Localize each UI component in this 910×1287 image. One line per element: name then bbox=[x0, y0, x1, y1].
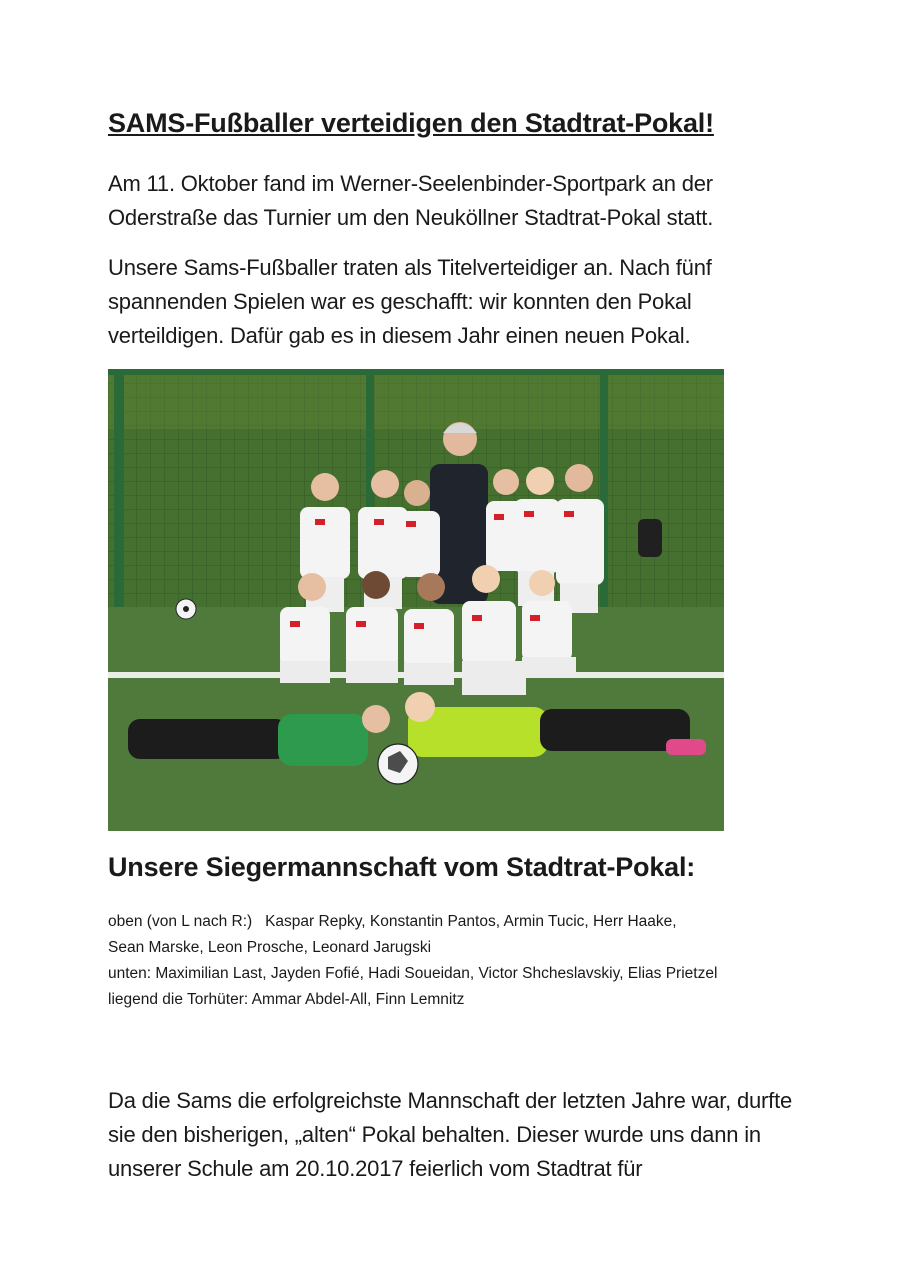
intro-paragraph: Am 11. Oktober fand im Werner-Seelenbinder-Sportpark an der Oderstraße das Turnier um den Neuköllner Stadtrat-Pokal statt. bbox=[108, 171, 714, 230]
goal-post-left bbox=[114, 369, 124, 614]
match-ball bbox=[378, 744, 418, 784]
article-title: SAMS-Fußballer verteidigen den Stadtrat-Pokal! bbox=[108, 108, 714, 138]
trophy-paragraph: Da die Sams die erfolgreichste Mannschaft der letzten Jahre war, durfte sie den bisherigen, „alten“ Pokal behalten. Dieser wurde uns dann in unserer Schule am 20.10.2017 feierlich vom Stadtrat für bbox=[108, 1088, 793, 1181]
team-photo bbox=[108, 369, 724, 831]
team-line: liegend die Torhüter: Ammar Abdel-All, Finn Lemnitz bbox=[108, 991, 465, 1008]
result-paragraph: Unsere Sams-Fußballer traten als Titelverteidiger an. Nach fünf spannenden Spielen war es geschafft: wir konnten den Pokal verteildigen. Dafür gab es in diesem Jahr einen neuen Pokal. bbox=[108, 255, 712, 348]
team-names bbox=[108, 909, 808, 1013]
team-line: Sean Marske, Leon Prosche, Leonard Jarugski bbox=[108, 939, 432, 956]
photo-caption-heading: Unsere Siegermannschaft vom Stadtrat-Pokal: bbox=[108, 852, 696, 882]
front-row-players bbox=[280, 565, 576, 695]
team-line: unten: Maximilian Last, Jayden Fofié, Hadi Soueidan, Victor Shcheslavskiy, Elias Prietzel bbox=[108, 965, 718, 982]
team-line: oben (von L nach R:) Kaspar Repky, Konstantin Pantos, Armin Tucic, Herr Haake, bbox=[108, 913, 677, 930]
